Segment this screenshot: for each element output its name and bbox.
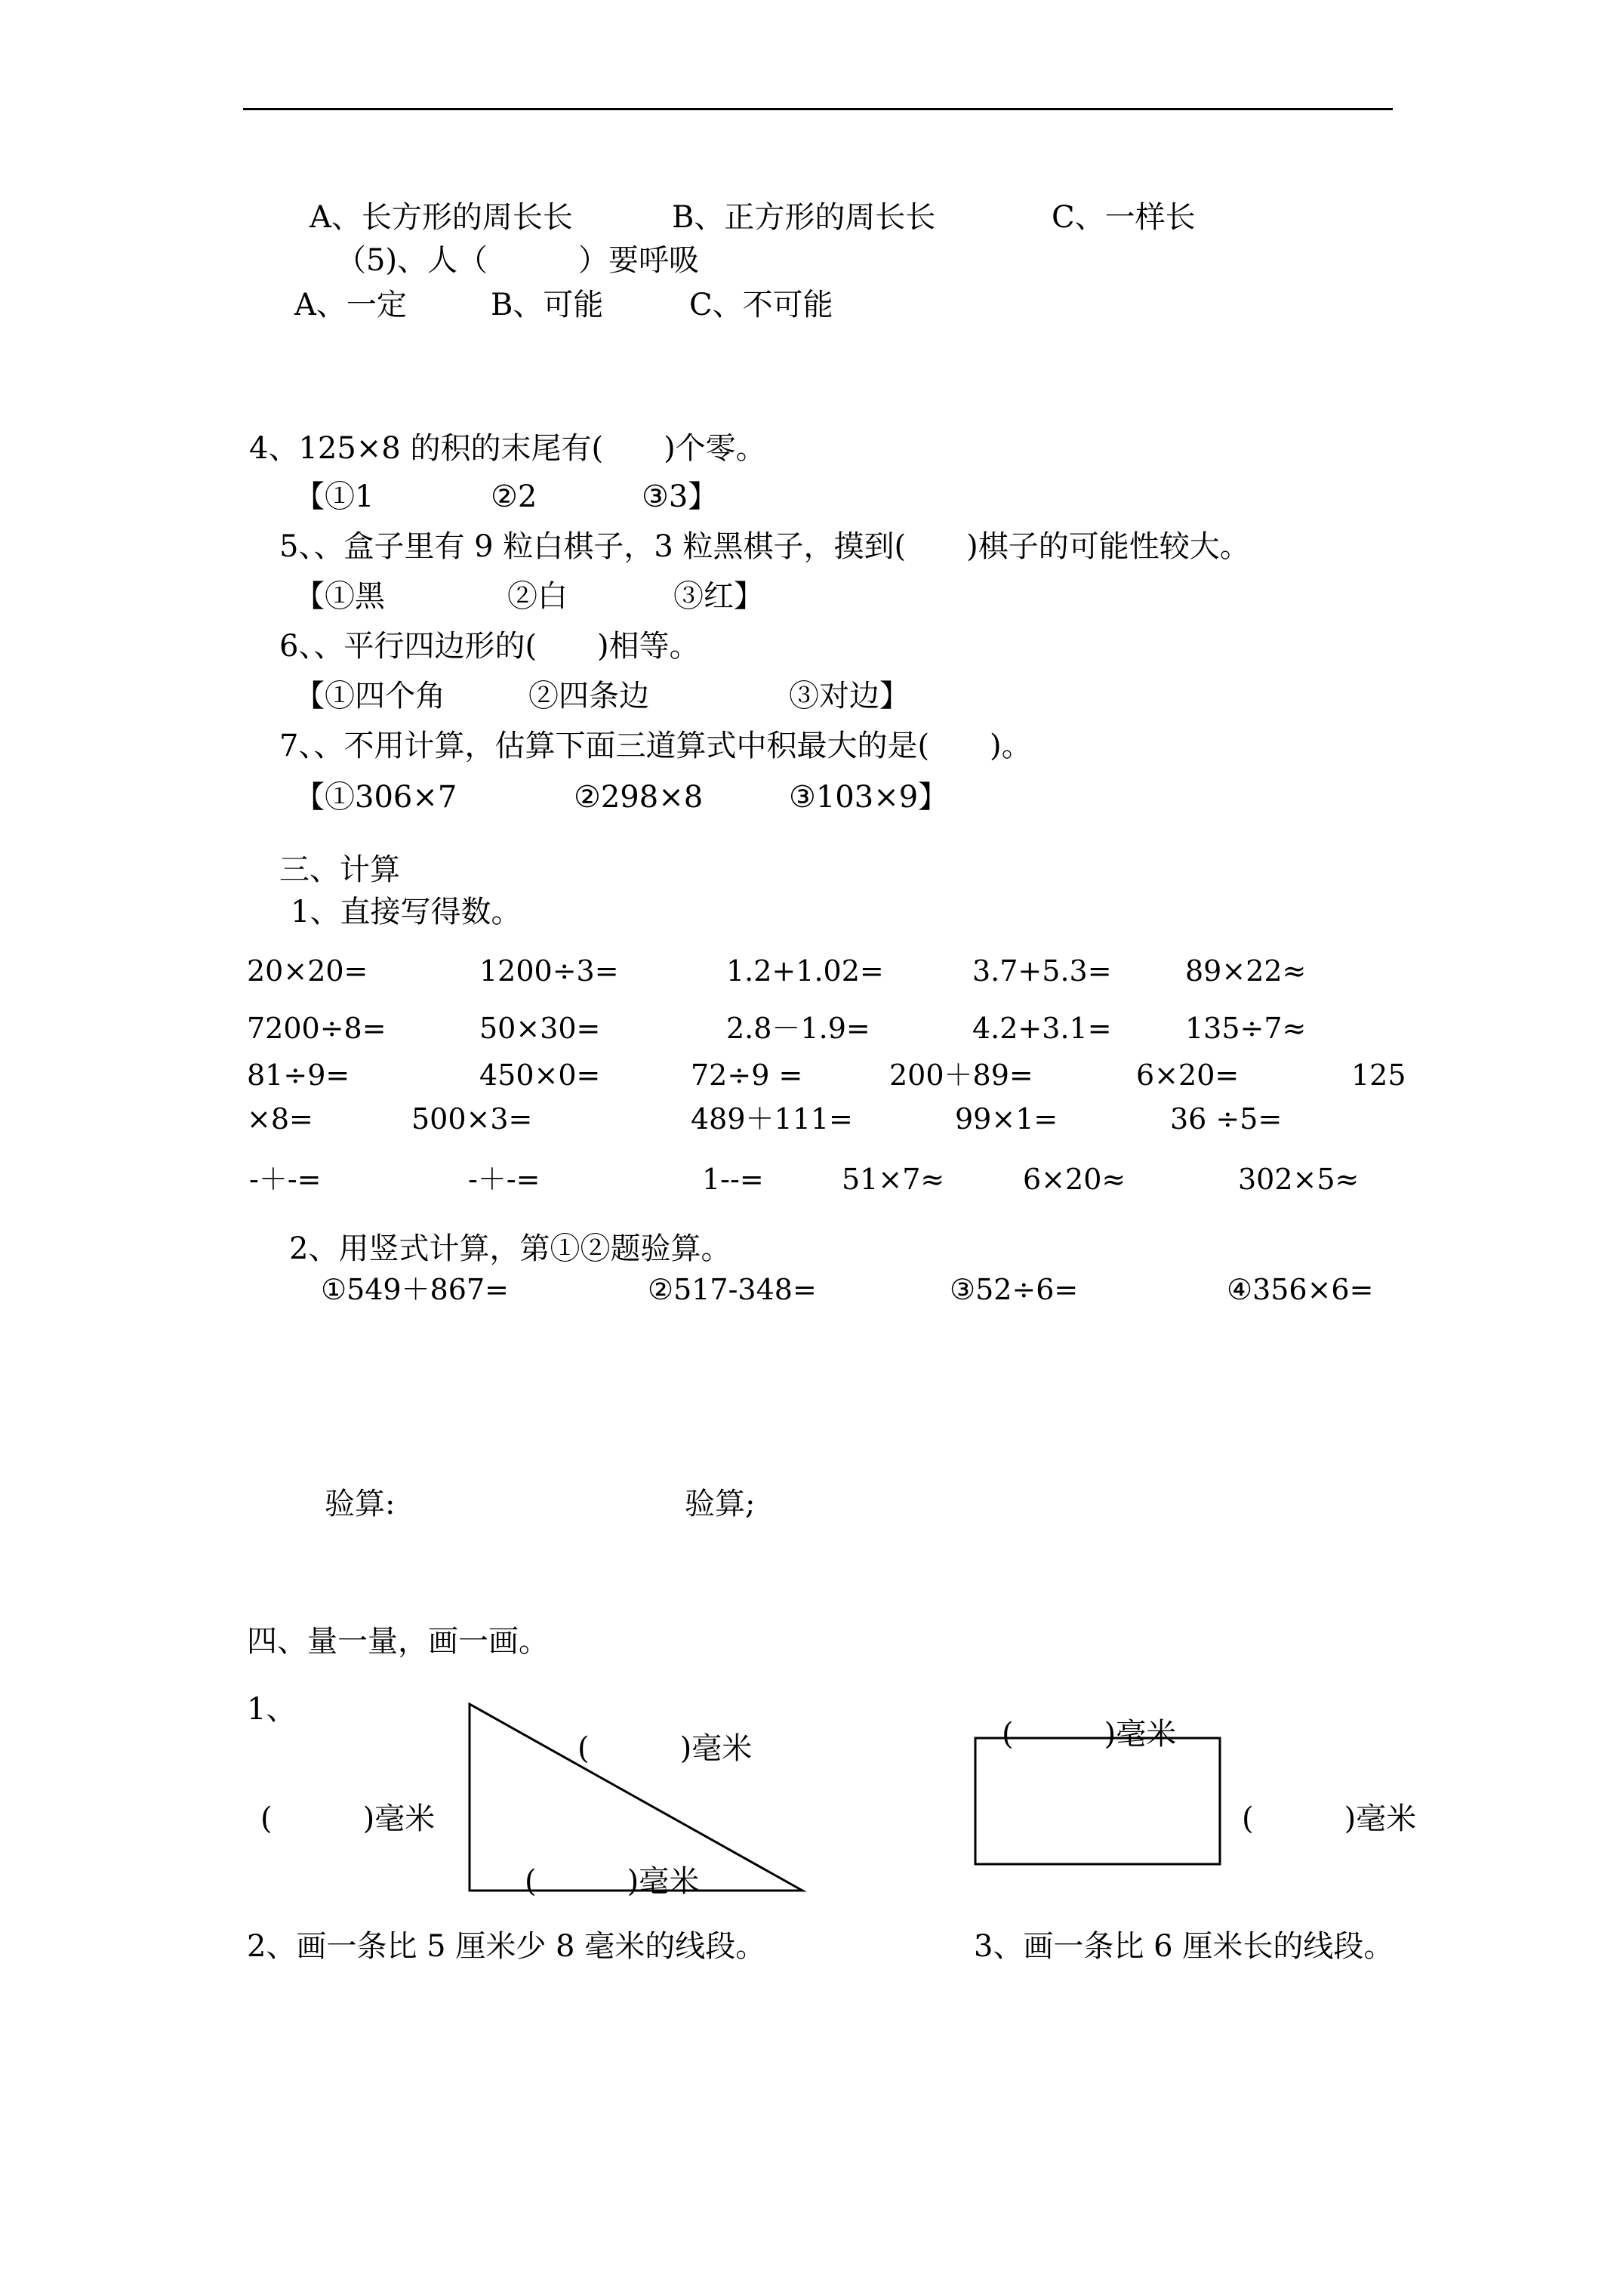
- option: ②四条边: [528, 679, 649, 713]
- arithmetic-item: 51×7≈: [842, 1163, 945, 1196]
- option-b: B、可能: [491, 288, 604, 322]
- arithmetic-item: 2.8－1.9=: [726, 1012, 870, 1045]
- arithmetic-item: 36 ÷5=: [1170, 1102, 1283, 1136]
- option: ②2: [491, 479, 537, 514]
- arithmetic-item: ×8=: [247, 1102, 313, 1136]
- option: ③3】: [642, 479, 719, 514]
- measure-label-rect-top: ( )毫米: [1002, 1717, 1177, 1752]
- item-number: 1、: [247, 1692, 297, 1727]
- option-b: B、正方形的周长长: [672, 200, 936, 235]
- measure-label-hypotenuse: ( )毫米: [577, 1731, 753, 1766]
- option-a: A、长方形的周长长: [310, 200, 573, 235]
- arithmetic-item: 99×1=: [955, 1102, 1058, 1136]
- option-c: C、不可能: [689, 288, 833, 322]
- arithmetic-item: 135÷7≈: [1185, 1012, 1307, 1045]
- arithmetic-item: 7200÷8=: [247, 1012, 387, 1045]
- arithmetic-item: 1--=: [702, 1163, 764, 1196]
- arithmetic-item: 89×22≈: [1185, 954, 1307, 988]
- option-c: C、一样长: [1052, 200, 1196, 235]
- option: 【①1: [294, 479, 374, 514]
- subsection-title: 1、直接写得数。: [291, 895, 522, 929]
- check-label: 验算:: [325, 1487, 396, 1521]
- section-title: 四、量一量，画一画。: [247, 1624, 549, 1659]
- option: ③红】: [673, 579, 764, 614]
- arithmetic-item: -＋-=: [249, 1163, 322, 1196]
- option: 【①黑: [294, 579, 385, 614]
- arithmetic-item: -＋-=: [468, 1163, 540, 1196]
- option: ②298×8: [574, 780, 704, 815]
- arithmetic-item: 81÷9=: [247, 1059, 350, 1092]
- drawing-task: 2、画一条比 5 厘米少 8 毫米的线段。: [247, 1929, 766, 1964]
- question-stem: 5、、盒子里有 9 粒白棋子，3 粒黑棋子，摸到( )棋子的可能性较大。: [279, 529, 1250, 564]
- vertical-calc-item: ③52÷6=: [950, 1273, 1079, 1306]
- arithmetic-item: 125: [1351, 1059, 1406, 1092]
- drawing-task: 3、画一条比 6 厘米长的线段。: [974, 1929, 1394, 1964]
- arithmetic-item: 302×5≈: [1238, 1163, 1360, 1196]
- rectangle: [975, 1738, 1220, 1864]
- arithmetic-item: 4.2+3.1=: [972, 1012, 1112, 1045]
- arithmetic-item: 489＋111=: [691, 1102, 853, 1136]
- question-stem: （5)、人（ ）要呼吸: [336, 243, 700, 278]
- arithmetic-item: 72÷9 =: [691, 1059, 803, 1092]
- question-stem: 7、、不用计算，估算下面三道算式中积最大的是( )。: [279, 729, 1032, 763]
- option: ③对边】: [789, 679, 910, 713]
- option: 【①四个角: [294, 679, 445, 713]
- check-label: 验算;: [685, 1487, 756, 1521]
- arithmetic-item: 6×20≈: [1023, 1163, 1126, 1196]
- measure-label-rect-right: ( )毫米: [1242, 1801, 1417, 1836]
- arithmetic-item: 6×20=: [1136, 1059, 1240, 1092]
- option: ②白: [507, 579, 568, 614]
- arithmetic-item: 200＋89=: [889, 1059, 1033, 1092]
- arithmetic-item: 20×20=: [247, 954, 368, 988]
- arithmetic-item: 50×30=: [479, 1012, 601, 1045]
- measure-label-left: ( )毫米: [260, 1801, 436, 1836]
- arithmetic-item: 1.2+1.02=: [726, 954, 884, 988]
- arithmetic-item: 500×3=: [411, 1102, 533, 1136]
- section-title: 三、计算: [279, 852, 400, 887]
- option: 【①306×7: [294, 780, 457, 815]
- measure-label-base: ( )毫米: [525, 1864, 700, 1899]
- option: ③103×9】: [789, 780, 949, 815]
- question-stem: 4、125×8 的积的末尾有( )个零。: [249, 431, 766, 466]
- subsection-title: 2、用竖式计算，第①②题验算。: [289, 1231, 731, 1266]
- vertical-calc-item: ①549＋867=: [321, 1273, 509, 1306]
- question-stem: 6、、平行四边形的( )相等。: [279, 629, 700, 664]
- arithmetic-item: 3.7+5.3=: [972, 954, 1112, 988]
- arithmetic-item: 450×0=: [479, 1059, 601, 1092]
- vertical-calc-item: ②517-348=: [648, 1273, 817, 1306]
- vertical-calc-item: ④356×6=: [1227, 1273, 1374, 1306]
- option-a: A、一定: [294, 288, 407, 322]
- arithmetic-item: 1200÷3=: [479, 954, 619, 988]
